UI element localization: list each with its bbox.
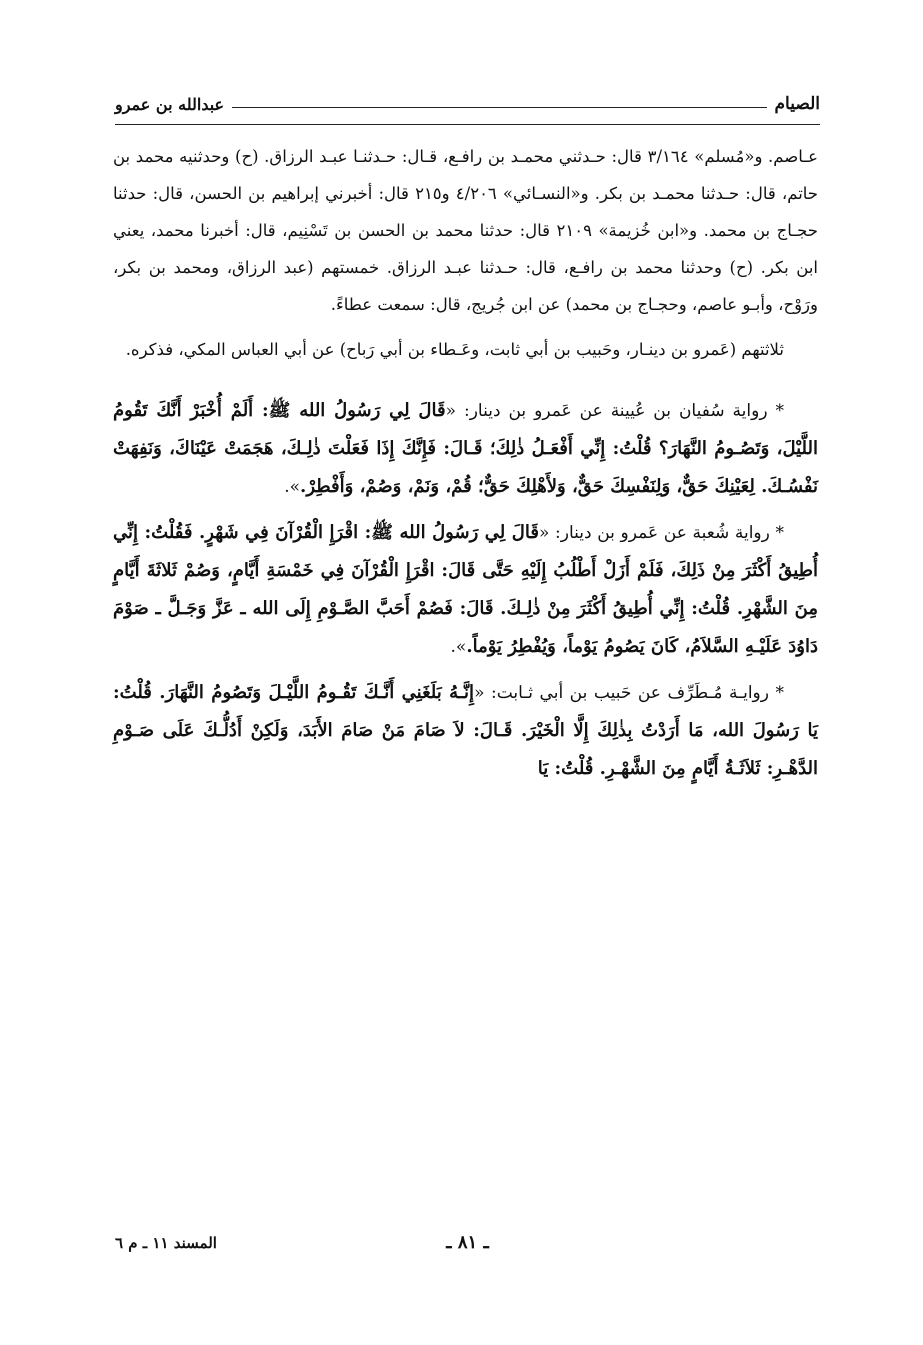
riwaya-intro: * رواية شُعبة عن عَمرو بن دينار: « xyxy=(538,523,784,543)
header-title: الصيام xyxy=(774,94,820,114)
paragraph-riwaya-shuba xyxy=(113,514,818,666)
paragraph-sources: عـاصم. و«مُسلم» ٣/١٦٤ قال: حـدثني محمـد بن رافـع، قـال: حـدثنـا عبـد الرزاق. (ح) وحدثنيه محمد بن حاتم، قال: حـدثنا محمـد بن بكر. و«النسـائي» ٤/٢٠٦ و٢١٥ قال: أخبرني إبراهيم بن الحسن، قال: حدثنا حجـاج بن محمد. و«ابن خُزيمة» ٢١٠٩ قال: حدثنا محمد بن الحسن بن تَسْنِيم، قال: أخبرنا محمد، يعني ابن بكر. (ح) وحدثنا محمد بن رافـع، قال: حـدثنا عبـد الرزاق. خمستهم (عبد الرزاق، ومحمد بن بكر، ورَوْح، وأبـو عاصم، وحجـاج بن محمد) عن ابن جُريج، قال: سمعت عطاءً. xyxy=(113,147,819,314)
header-dash-line xyxy=(232,107,766,108)
paragraph-chain: ثلاثتهم (عَمرو بن دينـار، وحَبيب بن أبي ثابت، وعَـطاء بن أبي رَباح) عن أبي العباس المكي، فذكره. xyxy=(125,340,784,359)
page-body xyxy=(113,138,818,788)
header-rule xyxy=(115,124,820,125)
signature-mark: المسند ١١ ـ م ٦ xyxy=(115,1234,217,1252)
riwaya-intro: * روايـة مُـطَرِّف عن حَبيب بن أبي ثـابت: « xyxy=(474,683,784,703)
riwaya-outro: ». xyxy=(284,477,301,497)
page-footer xyxy=(115,1232,820,1262)
hadith-text: قَالَ لِي رَسُولُ الله ﷺ: اقْرَإِ الْقُرْآنَ فِي شَهْرٍ. فَقُلْتُ: إِنِّي أُطِيقُ أَكْثَرَ مِنْ ذَلِكَ، فَلَمْ أَزَلْ أَطْلُبُ إِلَيْهِ حَتَّى قَالَ: اقْرَإِ الْقُرْآنَ فِي خَمْسَةِ أَيَّامٍ، وَصُمْ ثَلاثَةَ أَيَّامٍ مِنَ الشَّهْرِ. قُلْتُ: إِنِّي أُطِيقُ أَكْثَرَ مِنْ ذٰلِـكَ. قَالَ: فَصُمْ أَحَبَّ الصَّـوْمِ إِلَى الله ـ عَزَّ وَجَـلَّ ـ صَوْمَ دَاوُدَ عَلَيْـهِ السَّلاَمُ، كَانَ يَصُومُ يَوْماً، وَيُفْطِرُ يَوْماً. xyxy=(113,522,818,657)
header-narrator: عبدالله بن عمرو xyxy=(115,95,225,114)
riwaya-outro: ». xyxy=(450,637,467,657)
paragraph-riwaya-sufyan xyxy=(113,392,818,506)
riwaya-intro: * رواية سُفيان بن عُيينة عن عَمرو بن دينار: « xyxy=(445,401,784,421)
running-header xyxy=(115,86,820,120)
hadith-text: قَالَ لِي رَسُولُ الله ﷺ: أَلَمْ أُخْبَرْ أَنَّكَ تَقُومُ اللَّيْلَ، وَتَصُـومُ النَّهَارَ؟ قُلْتُ: إِنِّي أَفْعَـلُ ذٰلِكَ؛ قَـالَ: فَإِنَّكَ إِذَا فَعَلْتَ ذٰلِـكَ، هَجَمَتْ عَيْنَاكَ، وَنَفِهَتْ نَفْسُـكَ. لِعَيْنِكَ حَقٌّ، وَلِنَفْسِكَ حَقٌّ، وَلأَهْلِكَ حَقٌّ؛ قُمْ، وَنَمْ، وَصُمْ، وَأَفْطِرْ. xyxy=(113,400,818,497)
hadith-text: إِنَّـهُ بَلَغَنِي أَنَّـكَ تَقُـومُ اللَّيْـلَ وَتَصُومُ النَّهَارَ. قُلْتُ: يَا رَسُولَ الله، مَا أَرَدْتُ بِذٰلِكَ إِلَّا الْخَيْرَ. قَـالَ: لاَ صَامَ مَنْ صَامَ الأَبَدَ، وَلَكِنْ أَدُلُّـكَ عَلَى صَـوْمِ الدَّهْـرِ: ثَلاَثَـةُ أَيَّامٍ مِنَ الشَّهْـرِ. قُلْتُ: يَا xyxy=(113,682,818,779)
page-number: ـ ٨١ ـ xyxy=(446,1232,489,1253)
paragraph-riwaya-mutarrif xyxy=(113,674,818,788)
